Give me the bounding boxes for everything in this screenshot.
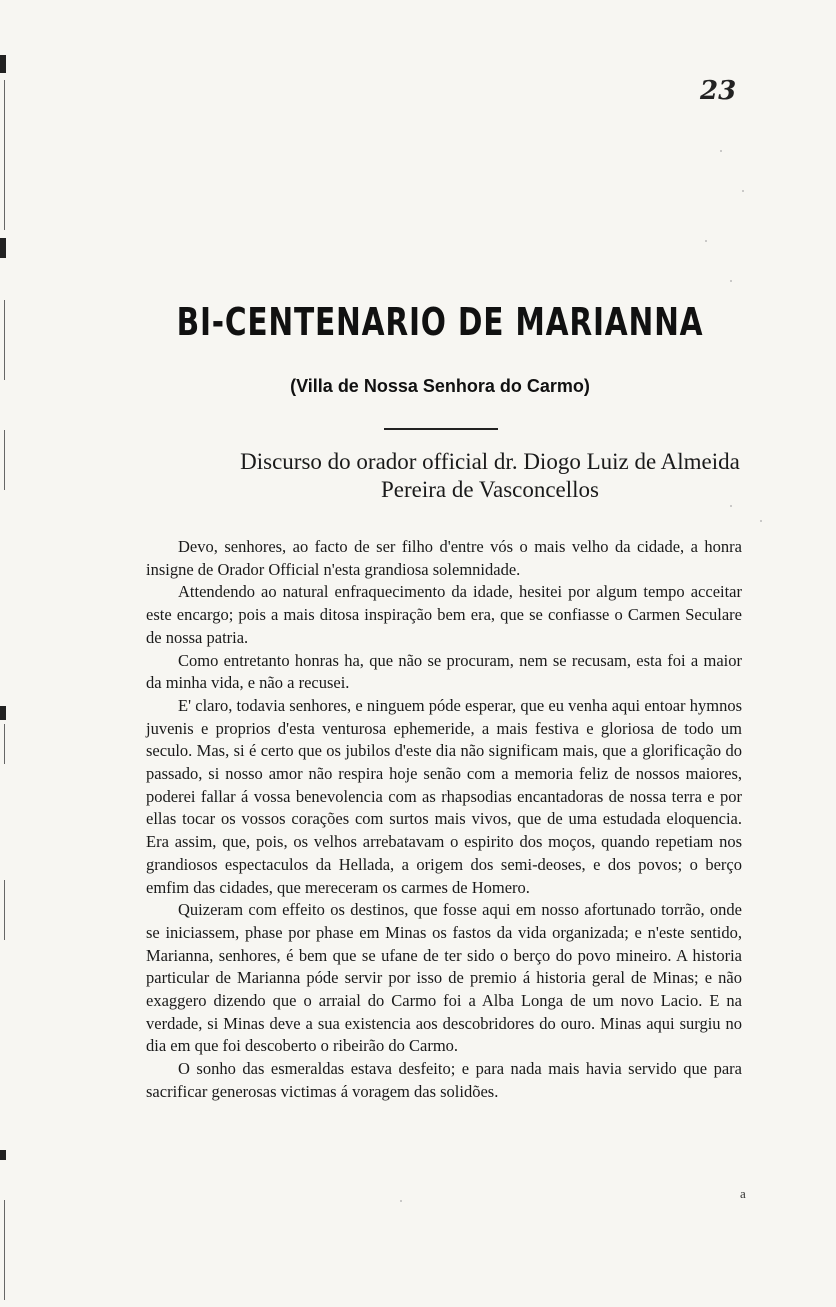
title-divider: [384, 428, 498, 430]
page-title: BI-CENTENARIO DE MARIANNA: [176, 300, 704, 344]
paragraph: Quizeram com effeito os destinos, que fosse aqui em nosso afortunado torrão, onde se iniciassem, phase por phase em Minas os fastos da vida organizada; e n'este sentido, Marianna, senhores, é bem que se ufane de ter sido o berço do povo mineiro. A historia particular de Marianna póde servir por isso de premio á historia geral de Minas; e não exaggero dizendo que o arraial do Carmo foi a Alba Longa de um novo Lacio. E na verdade, si Minas deve a sua existencia aos descobridores do ouro. Minas aqui surgiu no dia em que foi descoberto o ribeirão do Carmo.: [146, 900, 742, 1056]
paper-speck: [720, 150, 722, 152]
binding-mark: [0, 55, 6, 73]
paragraph: Attendendo ao natural enfraquecimento da idade, hesitei por algum tempo acceitar este encargo; pois a mais ditosa inspiração bem era, que se confiasse o Carmen Seculare de nossa patria.: [146, 582, 742, 647]
paper-speck: [760, 520, 762, 522]
binding-line: [4, 430, 5, 490]
paper-speck: [742, 190, 744, 192]
binding-mark: [0, 238, 6, 258]
signature-mark: a: [740, 1186, 746, 1201]
binding-mark: [0, 706, 6, 720]
paper-speck: [730, 280, 732, 282]
binding-line: [4, 724, 5, 764]
paper-speck: [400, 1200, 402, 1202]
speech-heading-line-1: Discurso do orador official dr. Diogo Luiz de Almeida: [240, 449, 740, 474]
binding-mark: [0, 1150, 6, 1160]
paragraph: Devo, senhores, ao facto de ser filho d'entre vós o mais velho da cidade, a honra insigne de Orador Official n'esta grandiosa solemnidade.: [146, 537, 742, 579]
paper-speck: [730, 505, 732, 507]
paragraph: Como entretanto honras ha, que não se procuram, nem se recusam, esta foi a maior da minha vida, e não a recusei.: [146, 650, 742, 693]
binding-line: [4, 80, 5, 230]
speech-body: [146, 536, 742, 1104]
page-number: 23: [700, 76, 737, 106]
paragraph: E' claro, todavia senhores, e ninguem póde esperar, que eu venha aqui entoar hymnos juvenis e proprios d'esta venturosa ephemeride, a mais festiva e gloriosa de todo um seculo. Mas, si é certo que os jubilos d'este dia não significam mais, que a glorificação do passado, si nosso amor não respira hoje senão com a memoria feliz de nossos maiores, poderei fallar á vossa benevolencia com as rhapsodias encantadoras de nossa terra e por ellas tocar os vossos corações com surtos mais vivos, que de uma estudada eloquencia. Era assim, que, pois, os velhos arrebatavam o espirito dos moços, quando repetiam nos grandiosos espectaculos da Hellada, a origem dos semi-deoses, e dos povos; o berço emfim das cidades, que mereceram os carmes de Homero.: [146, 695, 742, 897]
page-subtitle: (Villa de Nossa Senhora do Carmo): [290, 376, 590, 396]
speech-heading-line-2: Pereira de Vasconcellos: [381, 477, 599, 502]
paper-speck: [705, 240, 707, 242]
binding-line: [4, 300, 5, 380]
paragraph: O sonho das esmeraldas estava desfeito; e para nada mais havia servido que para sacrificar generosas victimas á voragem das solidões.: [146, 1059, 742, 1101]
speech-heading: [120, 448, 836, 504]
binding-line: [4, 1200, 5, 1300]
binding-line: [4, 880, 5, 940]
